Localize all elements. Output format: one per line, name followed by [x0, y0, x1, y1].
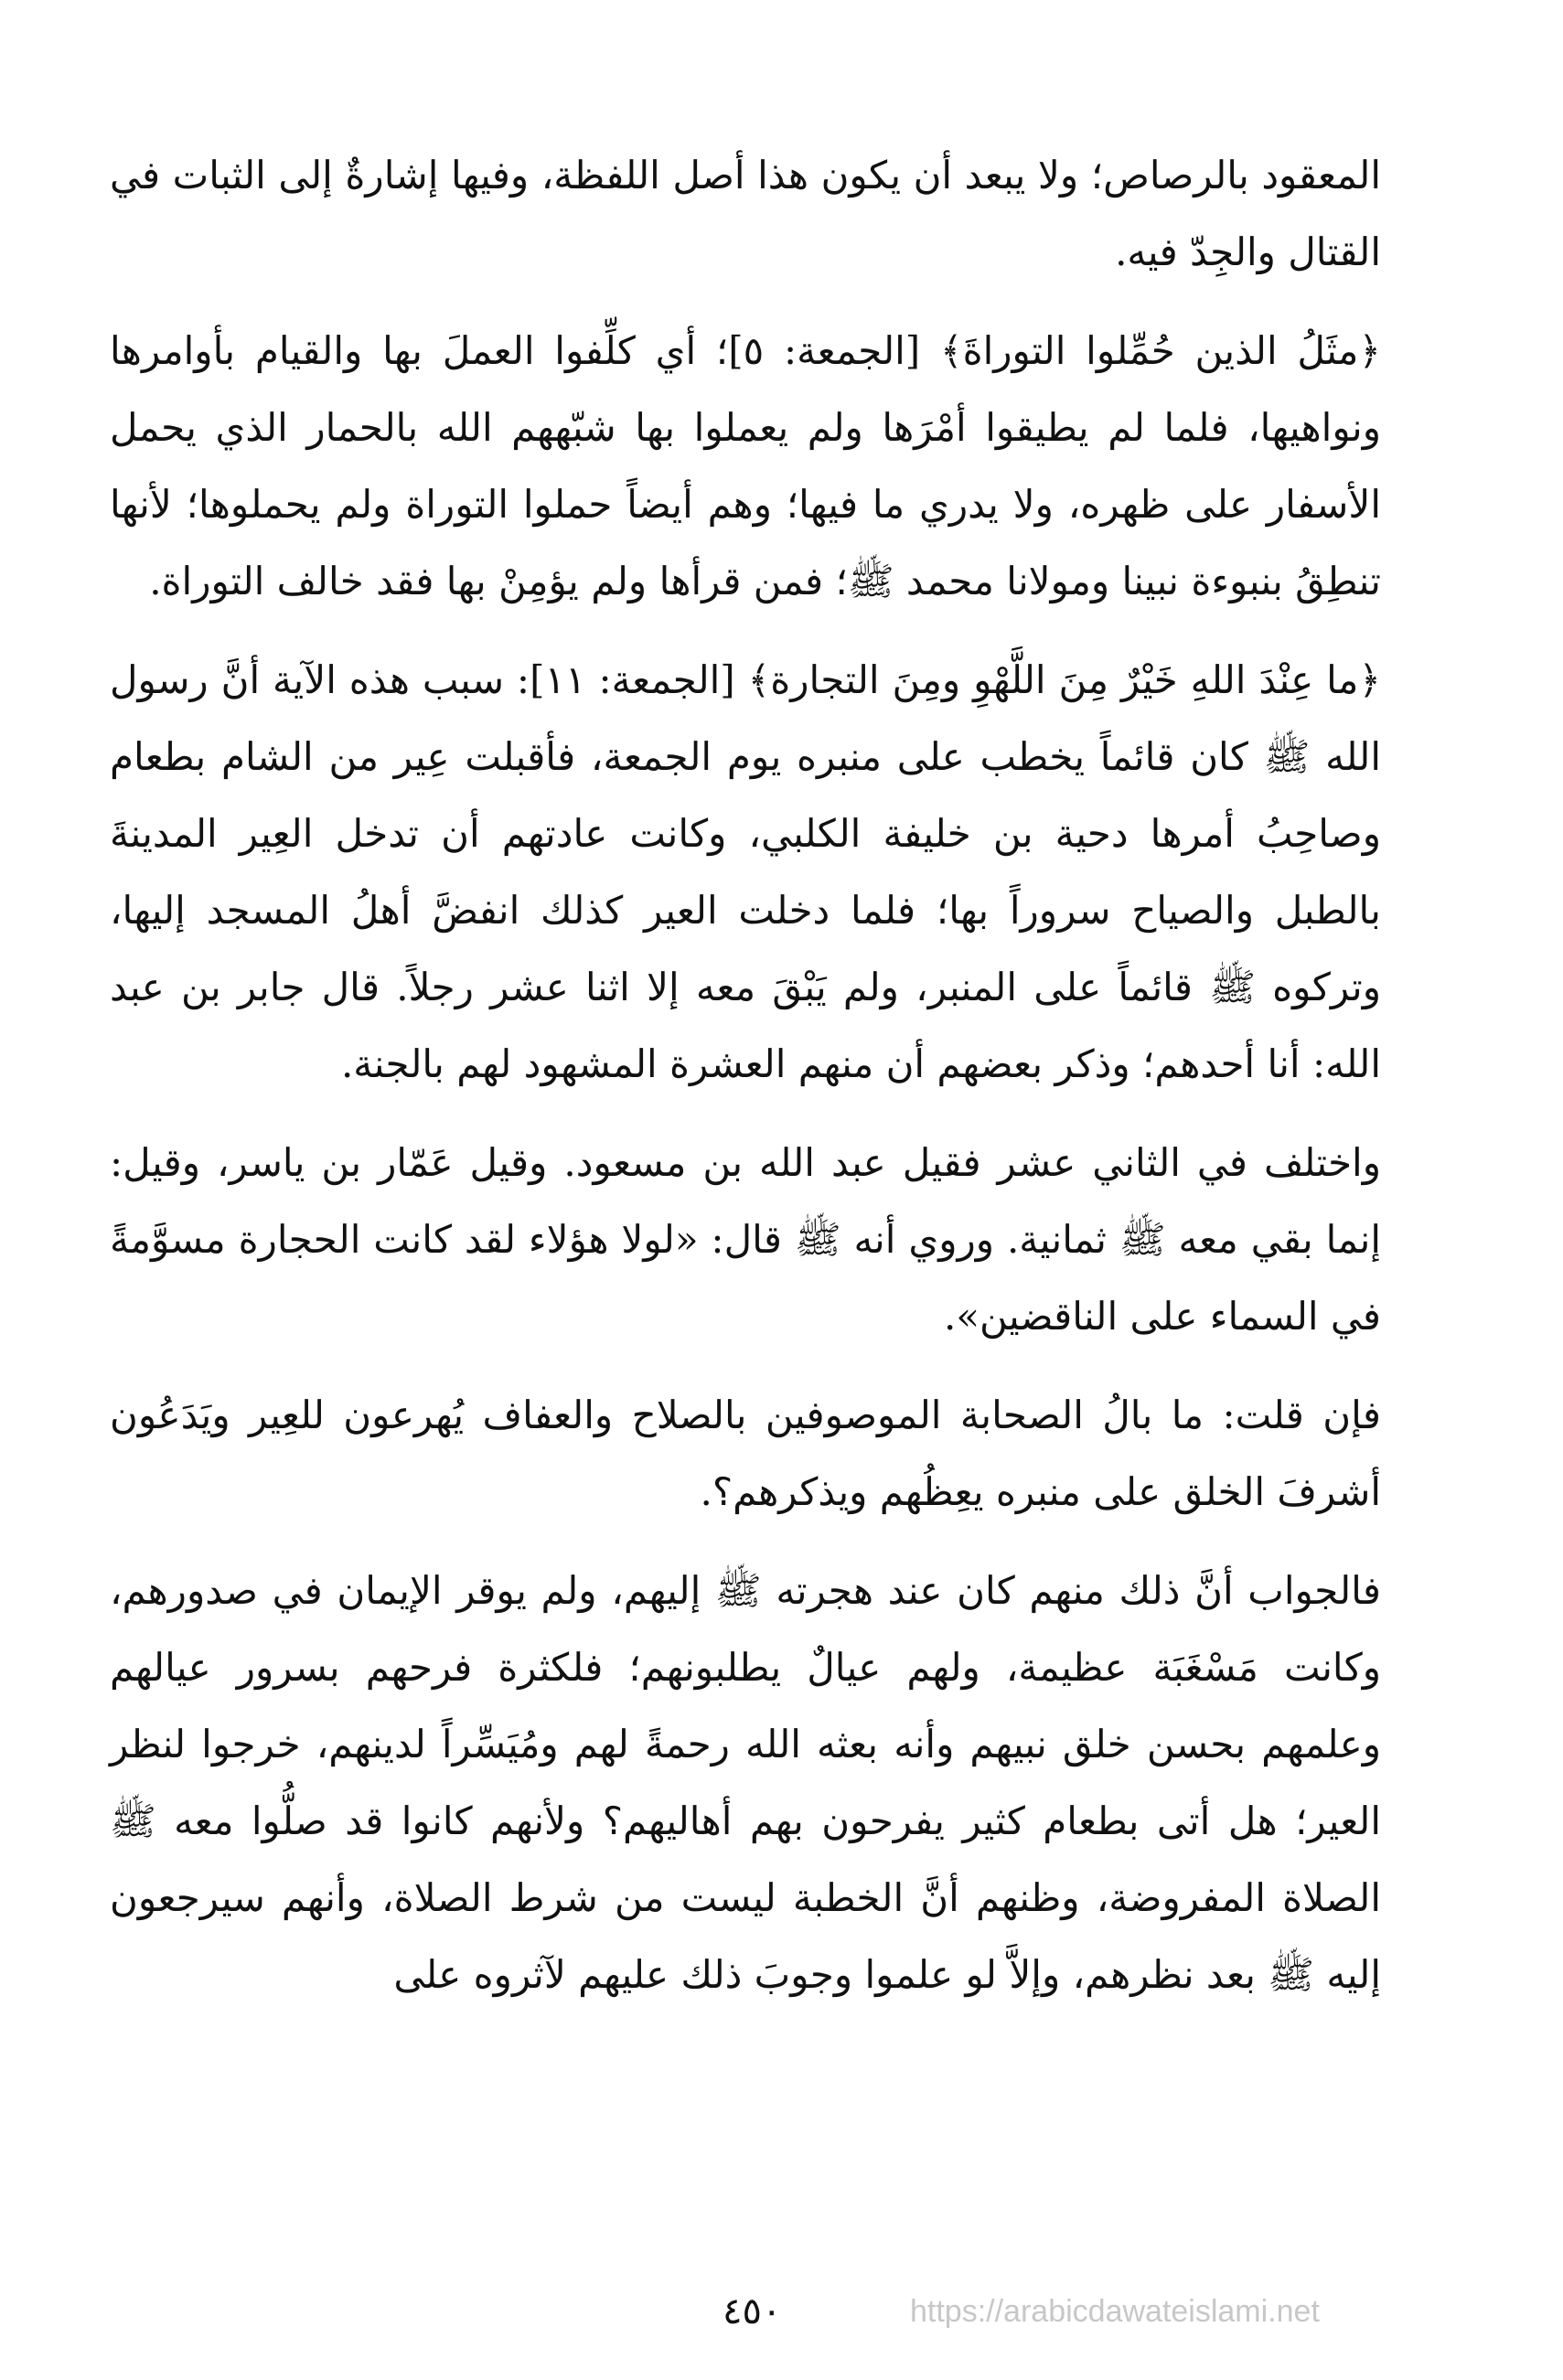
page-footer — [0, 2281, 1563, 2354]
paragraph-5: فإن قلت: ما بالُ الصحابة الموصوفين بالصلاح والعفاف يُهرعون للعِير ويَدَعُون أشرفَ الخلق على منبره يعِظُهم ويذكرهم؟. — [110, 1393, 1381, 1514]
paragraph-3: ﴿ما عِنْدَ اللهِ خَيْرٌ مِنَ اللَّهْوِ ومِنَ التجارة﴾ [الجمعة: ١١]: سبب هذه الآية أنَّ رسول الله ﷺ كان قائماً يخطب على منبره يوم الجمعة، فأقبلت عِير من الشام بطعام وصاحِبُ أمرها دحية بن خليفة الكلبي، وكانت عادتهم أن تدخل العِير المدينةَ بالطبل والصياح سروراً بها؛ فلما دخلت العير كذلك انفضَّ أهلُ المسجد إليها، وتركوه ﷺ قائماً على المنبر، ولم يَبْقَ معه إلا اثنا عشر رجلاً. قال جابر بن عبد الله: أنا أحدهم؛ وذكر بعضهم أن منهم العشرة المشهود لهم بالجنة. — [110, 657, 1381, 1086]
paragraph-6: فالجواب أنَّ ذلك منهم كان عند هجرته ﷺ إليهم، ولم يوقر الإيمان في صدورهم، وكانت مَسْغَبَة عظيمة، ولهم عيالٌ يطلبونهم؛ فلكثرة فرحهم بسرور عيالهم وعلمهم بحسن خلق نبيهم وأنه بعثه الله رحمةً لهم ومُيَسِّراً لدينهم، خرجوا لنظر العير؛ هل أتى بطعام كثير يفرحون بهم أهاليهم؟ ولأنهم كانوا قد صلُّوا معه ﷺ الصلاة المفروضة، وظنهم أنَّ الخطبة ليست من شرط الصلاة، وأنهم سيرجعون إليه ﷺ بعد نظرهم، وإلاَّ لو علموا وجوبَ ذلك عليهم لآثروه على — [110, 1568, 1381, 1997]
page-number: ٤٥٠ — [723, 2290, 782, 2332]
paragraph-4: واختلف في الثاني عشر فقيل عبد الله بن مسعود. وقيل عَمّار بن ياسر، وقيل: إنما بقي معه ﷺ ثمانية. وروي أنه ﷺ قال: «لولا هؤلاء لقد كانت الحجارة مسوَّمةً في السماء على الناقضين». — [110, 1140, 1381, 1339]
paragraph-1: المعقود بالرصاص؛ ولا يبعد أن يكون هذا أصل اللفظة، وفيها إشارةٌ إلى الثبات في القتال والجِدّ فيه. — [110, 153, 1381, 274]
page-body — [110, 137, 1381, 2240]
paragraph-2: ﴿مثَلُ الذين حُمِّلوا التوراةَ﴾ [الجمعة: ٥]؛ أي كلِّفوا العملَ بها والقيام بأوامرها ونواهيها، فلما لم يطيقوا أمْرَها ولم يعملوا بها شبّههم الله بالحمار الذي يحمل الأسفار على ظهره، ولا يدري ما فيها؛ وهم أيضاً حملوا التوراة ولم يحملوها؛ لأنها تنطِقُ بنبوءة نبينا ومولانا محمد ﷺ؛ فمن قرأها ولم يؤمِنْ بها فقد خالف التوراة. — [110, 328, 1381, 603]
watermark-url: https://arabicdawateislami.net — [910, 2294, 1320, 2329]
